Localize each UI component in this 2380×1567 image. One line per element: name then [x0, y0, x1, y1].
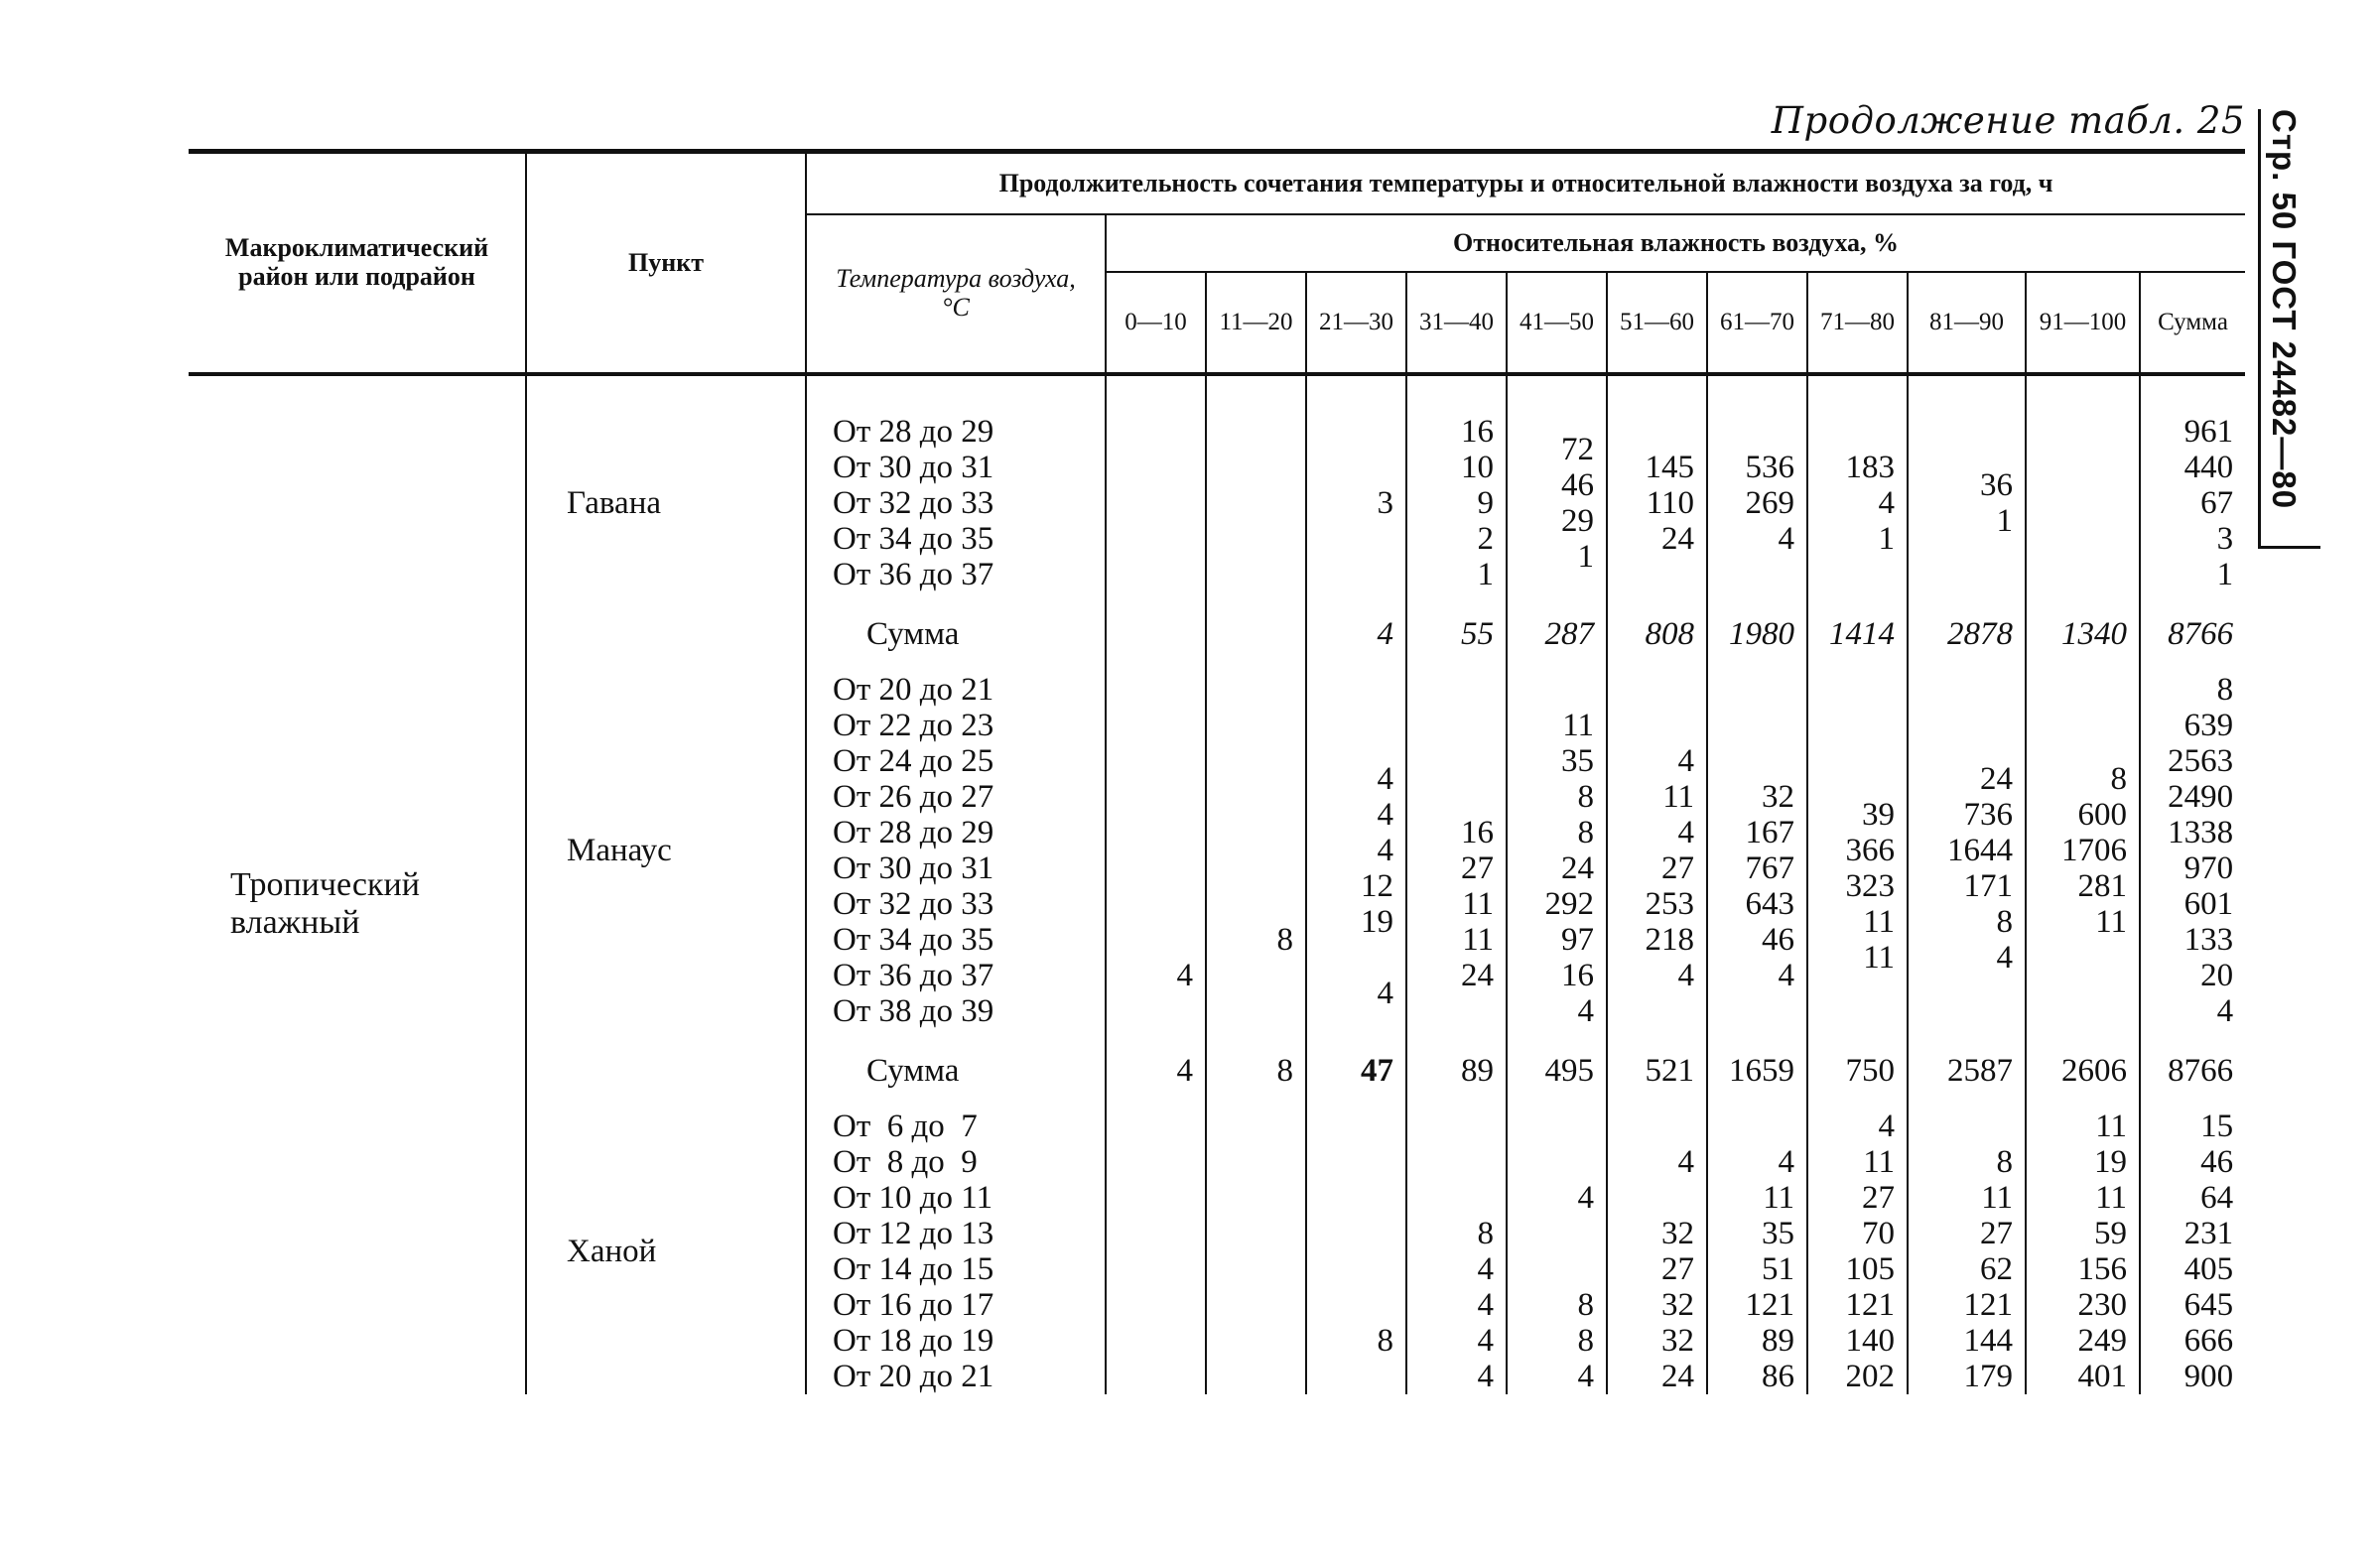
sum-cell: 47: [1306, 1029, 1406, 1089]
sum-cell: 55: [1406, 592, 1507, 652]
header-range-9: 91—100: [2026, 272, 2140, 374]
sum-cell: 495: [1507, 1029, 1607, 1089]
value-cell: 8 639 2563 2490 1338 970 601 133 20 4: [2140, 652, 2245, 1029]
value-cell: 4 11 27 70 105 121 140 202: [1807, 1089, 1908, 1394]
value-cell: [2026, 374, 2140, 592]
value-cell: 8: [1206, 652, 1306, 1029]
value-cell: 4 4 4 12 19 4: [1306, 652, 1406, 1029]
header-region: Макроклиматический район или подрайон: [189, 152, 526, 375]
sum-cell: 1340: [2026, 592, 2140, 652]
point-cell: Гавана: [526, 374, 806, 592]
sum-cell: 1414: [1807, 592, 1908, 652]
value-cell: 961 440 67 3 1: [2140, 374, 2245, 592]
sum-cell: 4: [1106, 1029, 1206, 1089]
header-range-3: 31—40: [1406, 272, 1507, 374]
value-cell: [1206, 1089, 1306, 1394]
value-cell: 16 27 11 11 24: [1406, 652, 1507, 1029]
sum-cell: [1206, 592, 1306, 652]
value-cell: 536 269 4: [1707, 374, 1807, 592]
header-range-5: 51—60: [1607, 272, 1707, 374]
header-range-1: 11—20: [1206, 272, 1306, 374]
header-range-6: 61—70: [1707, 272, 1807, 374]
value-cell: 145 110 24: [1607, 374, 1707, 592]
climate-table: [189, 149, 2245, 1394]
value-cell: 4 11 35 51 121 89 86: [1707, 1089, 1807, 1394]
value-cell: 4 32 27 32 32 24: [1607, 1089, 1707, 1394]
sum-cell: 8766: [2140, 592, 2245, 652]
sum-cell: 287: [1507, 592, 1607, 652]
sum-cell: 1659: [1707, 1029, 1807, 1089]
sum-label: Сумма: [806, 592, 1106, 652]
side-label: Стр. 50 ГОСТ 24482—80: [2266, 109, 2303, 510]
header-range-4: 41—50: [1507, 272, 1607, 374]
temp-cell: От 20 до 21 От 22 до 23 От 24 до 25 От 26 до 27 От 28 до 29 От 30 до 31 От 32 до 33 От 34 до 35 От 36 до 37 От 38 до 39: [806, 652, 1106, 1029]
value-cell: 4 8 8 4: [1507, 1089, 1607, 1394]
sum-cell: 750: [1807, 1029, 1908, 1089]
value-cell: 8: [1306, 1089, 1406, 1394]
sum-cell: 8766: [2140, 1029, 2245, 1089]
value-cell: 4 11 4 27 253 218 4: [1607, 652, 1707, 1029]
header-point: Пункт: [526, 152, 806, 375]
value-cell: 72 46 29 1: [1507, 374, 1607, 592]
header-range-7: 71—80: [1807, 272, 1908, 374]
header-temperature: Температура воздуха, °С: [806, 214, 1106, 374]
sum-cell: 4: [1306, 592, 1406, 652]
temp-cell: От 28 до 29 От 30 до 31 От 32 до 33 От 34 до 35 От 36 до 37: [806, 374, 1106, 592]
header-range-8: 81—90: [1908, 272, 2026, 374]
value-cell: 36 1: [1908, 374, 2026, 592]
value-cell: 11 35 8 8 24 292 97 16 4: [1507, 652, 1607, 1029]
value-cell: [1106, 374, 1206, 592]
header-range-sum: Сумма: [2140, 272, 2245, 374]
sum-cell: 8: [1206, 1029, 1306, 1089]
value-cell: 15 46 64 231 405 645 666 900: [2140, 1089, 2245, 1394]
temp-cell: От 6 до 7 От 8 до 9 От 10 до 11 От 12 до 13 От 14 до 15 От 16 до 17 От 18 до 19 От 20 до 21: [806, 1089, 1106, 1394]
value-cell: [1106, 1089, 1206, 1394]
sum-cell: [1106, 592, 1206, 652]
value-cell: 183 4 1: [1807, 374, 1908, 592]
value-cell: 8 600 1706 281 11: [2026, 652, 2140, 1029]
value-cell: 8 4 4 4 4: [1406, 1089, 1507, 1394]
value-cell: 11 19 11 59 156 230 249 401: [2026, 1089, 2140, 1394]
point-cell: Манаус: [526, 652, 806, 1029]
point-cell: Ханой: [526, 1089, 806, 1394]
header-humidity: Относительная влажность воздуха, %: [1106, 214, 2245, 272]
sum-cell: 1980: [1707, 592, 1807, 652]
sum-cell: 521: [1607, 1029, 1707, 1089]
value-cell: 4: [1106, 652, 1206, 1029]
value-cell: 3: [1306, 374, 1406, 592]
sum-cell: 808: [1607, 592, 1707, 652]
value-cell: 8 11 27 62 121 144 179: [1908, 1089, 2026, 1394]
value-cell: 39 366 323 11 11: [1807, 652, 1908, 1029]
header-range-2: 21—30: [1306, 272, 1406, 374]
value-cell: 16 10 9 2 1: [1406, 374, 1507, 592]
value-cell: 24 736 1644 171 8 4: [1908, 652, 2026, 1029]
value-cell: [1206, 374, 1306, 592]
header-range-0: 0—10: [1106, 272, 1206, 374]
sum-cell: 2606: [2026, 1029, 2140, 1089]
sum-cell: 2587: [1908, 1029, 2026, 1089]
page-header: Продолжение табл. 25: [1771, 99, 2245, 142]
sum-cell: 2878: [1908, 592, 2026, 652]
table-row: [189, 374, 2245, 592]
sum-cell: 89: [1406, 1029, 1507, 1089]
value-cell: 32 167 767 643 46 4: [1707, 652, 1807, 1029]
region-cell: Тропический влажный: [230, 866, 420, 941]
header-duration: Продолжительность сочетания температуры и относительной влажности воздуха за год, ч: [806, 152, 2245, 215]
sum-label: Сумма: [806, 1029, 1106, 1089]
